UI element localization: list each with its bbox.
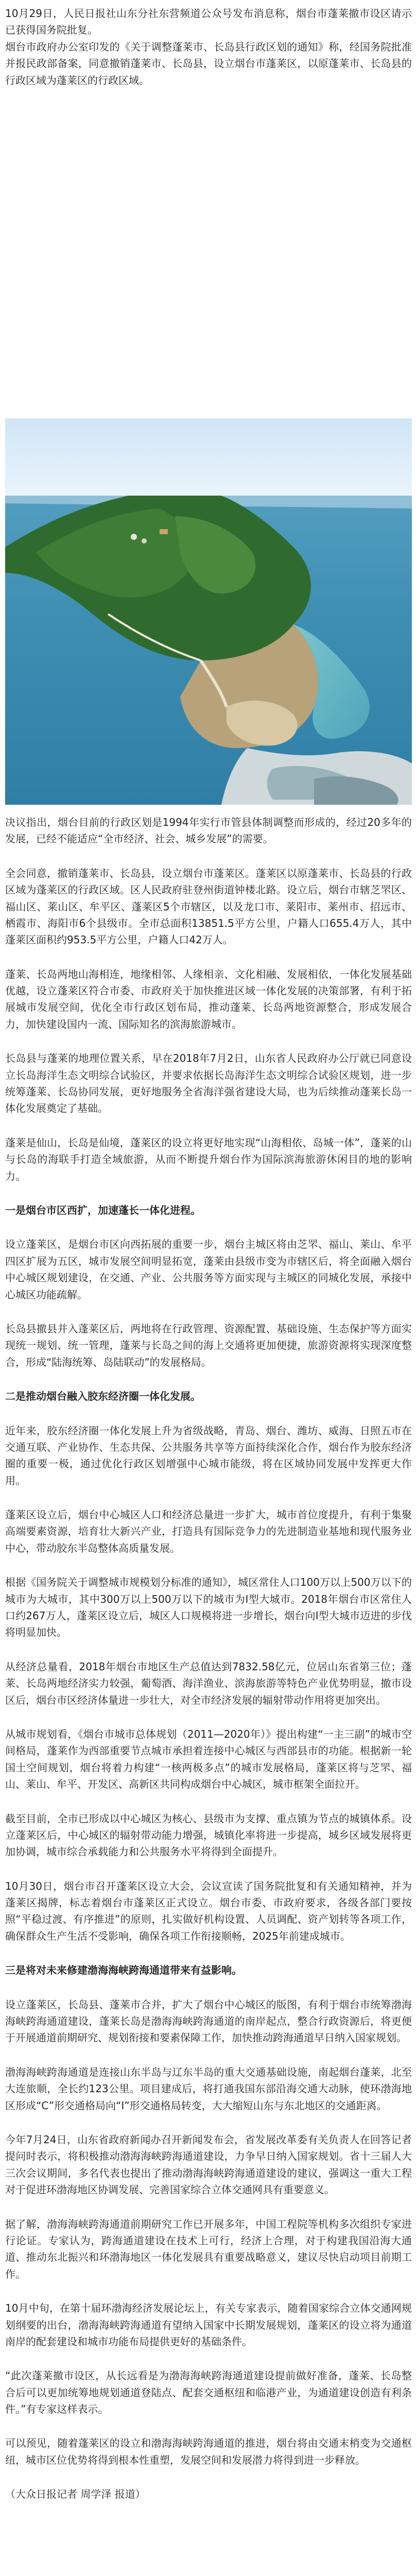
paragraph-press-conference: 今年7月24日，山东省政府新闻办召开新闻发布会，省发展改革委有关负责人在回答记者提问时表示，将积极推动渤海海峡跨海通道建设，力争早日纳入国家规划。省十三届人大三次会议期间，多名代表也提出了推动渤海海峡跨海通道建设的建议，强调这一重大工程对于促进环渤海地区协调发展、完善国家综合立体交通网具有重要意义。 — [5, 2133, 412, 2196]
article-body-main — [0, 809, 417, 2503]
paragraph-intro: 10月29日，人民日报社山东分社东营频道公众号发布消息称，烟台市蓬莱撤市设区请示已获得国务院批复。 — [5, 7, 412, 37]
paragraph-channel-planning: 设立蓬莱区，长岛县、蓬莱市合并，扩大了烟台中心城区的版图，有利于烟台市统筹渤海海峡跨海通道建设，蓬莱长岛是渤海海峡跨海通道的南岸起点，整合行政资源后，将更便于开展通道前期研究、规划衔接和要素保障工作，加快推动跨海通道早日纳入国家规划。 — [5, 1998, 412, 2044]
paragraph-merger: 长岛县撤县并入蓬莱区后，两地将在行政管理、资源配置、基础设施、生态保护等方面实现统一规划、统一管理，蓬莱与长岛之间的海上交通将更加便捷，旅游资源将实现深度整合，形成“陆海统筹、岛陆联动”的发展格局。 — [5, 1322, 412, 1368]
section-heading-2: 二是推动烟台融入胶东经济圈一体化发展。 — [5, 1390, 201, 1403]
coastal-landscape-photo — [5, 418, 412, 805]
paragraph-outlook: 可以预见，随着蓬莱区的设立和渤海海峡跨海通道的推进，烟台将由交通末梢变为交通枢纽，城市区位优势将得到根本性重塑，发展空间和发展潜力将得到进一步释放。 — [5, 2437, 412, 2466]
paragraph-integration: 蓬莱、长岛两地山海相连，地缘相邻、人缘相亲、文化相融、发展相依，一体化发展基础优越，设立蓬莱区符合市委、市政府关于加快推进区域一体化发展的决策部署，有利于拓展城市发展空间，优化全市行政区划布局，推动蓬莱、长岛两地资源整合，形成发展合力，加快建设国内一流、国际知名的滨海旅游城市。 — [5, 968, 412, 1030]
paragraph-forum: 10月中旬，在第十届环渤海经济发展论坛上，有关专家表示，随着国家综合立体交通网规划纲要的出台，渤海海峡跨海通道有望纳入国家中长期发展规划，蓬莱区的设立将为通道南岸的配套建设和城市功能布局提供更好的基础条件。 — [5, 2302, 412, 2348]
paragraph-planning: 从城市规划看，《烟台市城市总体规划（2011—2020年）》提出构建“一主三副”的城市空间格局，蓬莱作为西部重要节点城市承担着连接中心城区与西部县市的功能。根据新一轮国土空间规划，烟台将着力构建“一核两极多点”的城市发展格局，蓬莱区将与芝罘、福山、莱山、牟平、开发区、高新区共同构成烟台中心城区，城市框架全面拉开。 — [5, 1727, 412, 1791]
paragraph-tourism: 蓬莱是仙山，长岛是仙境，蓬莱区的设立将更好地实现“山海相依、岛城一体”，蓬莱的山与长岛的海联手打造全域旅游，从而不断提升烟台作为国际滨海旅游休闲目的地的影响力。 — [5, 1136, 412, 1182]
paragraph-economy: 从经济总量看，2018年烟台市地区生产总值达到7832.58亿元，位居山东省第三位；蓬莱、长岛两地经济实力较强，葡萄酒、海洋渔业、滨海旅游等特色产业优势明显，撤市设区后，烟台市区经济体量进一步壮大，对全市经济发展的辐射带动作用将更加突出。 — [5, 1660, 412, 1706]
section-heading-3: 三是将对未来修建渤海海峡跨海通道带来有益影响。 — [5, 1964, 242, 1977]
article-body — [0, 0, 417, 89]
paragraph-city-primacy: 蓬莱区设立后，烟台中心城区人口和经济总量进一步扩大，城市首位度提升，有利于集聚高端要素资源，培育壮大新兴产业，打造具有国际竞争力的先进制造业基地和现代服务业中心，带动胶东半岛整体高质量发展。 — [5, 1509, 412, 1554]
paragraph-city-size: 根据《国务院关于调整城市规模划分标准的通知》，城区常住人口100万以上500万以下的城市为大城市，其中300万以上500万以下的城市为I型大城市。2018年烟台市区常住人口约267万人，蓬莱区设立后，城区人口规模将进一步增长，烟台向I型大城市迈进的步伐将明显加快。 — [5, 1576, 412, 1639]
paragraph-urban-system: 截至目前，全市已形成以中心城区为核心、县级市为支撑、重点镇为节点的城镇体系。设立蓬莱区后，中心城区的辐射带动能力增强，城镇化率将进一步提高，城乡区域发展将更加协调，城市综合承载能力和公共服务水平将得到全面提升。 — [5, 1812, 412, 1858]
paragraph-expert-quote: “此次蓬莱撤市设区，从长远看是为渤海海峡跨海通道建设提前做好准备，蓬莱、长岛整合后可以更加统筹地规划通道登陆点、配套交通枢纽和临港产业，为通道建设创造有利条件。”有专家这样表示。 — [5, 2369, 412, 2416]
paragraph-notice: 烟台市政府办公室印发的《关于调整蓬莱市、长岛县行政区划的通知》称，经国务院批准并报民政部备案，同意撤销蓬莱市、长岛县，设立烟台市蓬莱区，以原蓬莱市、长岛县的行政区域为蓬莱区的行政区域。 — [5, 40, 412, 87]
section-heading-1: 一是烟台市区西扩，加速蓬长一体化进程。 — [5, 1204, 201, 1216]
paragraph-channel-overview: 渤海海峡跨海通道是连接山东半岛与辽东半岛的重大交通基础设施，南起烟台蓬莱，北至大连旅顺，全长约123公里。项目建成后，将打通我国东部沿海交通大动脉，使环渤海地区形成“C”形交通格局向“I”形交通格局转变，大大缩短山东与东北地区的交通距离。 — [5, 2065, 412, 2112]
paragraph-plenary: 全会同意，撤销蓬莱市、长岛县，设立烟台市蓬莱区。蓬莱区以原蓬莱市、长岛县的行政区域为蓬莱区的行政区域。区人民政府驻登州街道钟楼北路。设立后，烟台市辖芝罘区、福山区、莱山区、牟平区、蓬莱区5个市辖区，以及龙口市、莱阳市、莱州市、招远市、栖霞市、海阳市6个县级市。全市总面积13851.5平方公里，户籍人口655.4万人，其中蓬莱区面积约953.5平方公里，户籍人口42万人。 — [5, 867, 412, 946]
paragraph-establishment: 10月30日，烟台市召开蓬莱区设立大会，会议宣读了国务院批复和有关通知精神，并为蓬莱区揭牌，标志着烟台市蓬莱区正式设立。烟台市委、市政府要求，各级各部门要按照“平稳过渡、有序推进”的原则，扎实做好机构设置、人员调配、资产划转等各项工作，确保群众生产生活不受影响，确保各项工作衔接顺畅，2025年前建成城市。 — [5, 1879, 412, 1942]
paragraph-feasibility: 据了解，渤海海峡跨海通道前期研究工作已开展多年，中国工程院等机构多次组织专家进行论证。专家认为，跨海通道建设在技术上可行，经济上合理，对于构建我国沿海大通道、推动东北振兴和环渤海地区一体化发展具有重要战略意义，建议尽快启动项目前期工作。 — [5, 2217, 412, 2280]
paragraph-resolution: 决议指出，烟台目前的行政区划是1994年实行市管县体制调整而形成的，经过20多年的发展，已经不能适应“全市经济、社会、城乡发展”的需要。 — [5, 816, 412, 845]
page-footer — [0, 2520, 417, 2576]
paragraph-changdao-history: 长岛县与蓬莱的地理位置关系，早在2018年7月2日，山东省人民政府办公厅就已同意设立长岛海洋生态文明综合试验区，并要求依据长岛海洋生态文明综合试验区规划，进一步统筹蓬莱、长岛协同发展，更好地服务全省海洋强省建设大局，也为后续推动蓬莱长岛一体化发展奠定了基础。 — [5, 1052, 412, 1115]
paragraph-jiaodong: 近年来，胶东经济圈一体化发展上升为省级战略，青岛、烟台、潍坊、威海、日照五市在交通互联、产业协作、生态共保、公共服务共享等方面持续深化合作，烟台作为胶东经济圈的重要一极，通过优化行政区划增强中心城市能级，将在区域协同发展中发挥更大作用。 — [5, 1424, 412, 1487]
paragraph-expansion: 设立蓬莱区，是烟台市区向西拓展的重要一步，烟台主城区将由芝罘、福山、莱山、牟平四区扩展为五区，城市发展空间明显拓宽，蓬莱由县级市变为市辖区后，将全面融入烟台中心城区规划建设，在交通、产业、公共服务等方面实现与主城区的同城化发展，承接中心城区功能疏解。 — [5, 1238, 412, 1301]
paragraph-byline: （大众日报记者 周学泽 报道） — [5, 2488, 146, 2501]
